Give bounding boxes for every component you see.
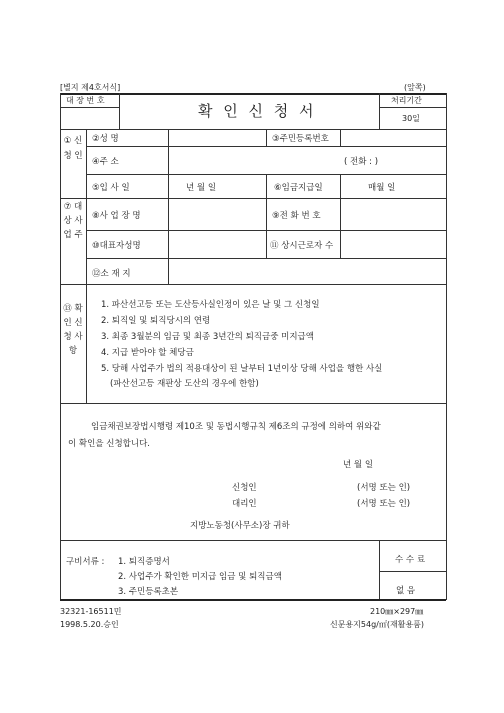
attachment-item: 2. 사업주가 확인한 미지급 임금 및 퇴직금액 [118,572,282,582]
agent-signature-field: (서명 또는 인) [357,499,411,509]
page-side-label: (앞쪽) [404,83,426,92]
confirm-item: 3. 최종 3월분의 임금 및 최종 3년간의 퇴직금중 미지급액 [101,332,314,342]
approval-date: 1998.5.20.승인 [60,620,119,629]
attachment-item: 1. 퇴직증명서 [118,557,170,567]
employer-phone-label: ⑨전 화 번 호 [272,211,321,221]
paper-type: 신문용지54g/㎡(재활용품) [330,620,425,629]
location-label: ⑫소 재 지 [92,269,131,279]
employer-section-label: ⑦ 대 상 사 업 주 [63,202,83,240]
form-code: 32321-16511민 [60,607,122,616]
pay-day-value: 매월 일 [368,183,396,193]
address-label: ④주 소 [92,157,119,167]
applicant-section-label: ① 신 청 인 [63,136,83,161]
fee-label: 수 수 료 [395,555,426,565]
applicant-signature-field: (서명 또는 인) [357,483,411,493]
paper-size: 210㎜×297㎜ [370,607,424,616]
ledger-no-label: 대 장 번 호 [66,96,105,105]
application-date: 년 월 일 [343,460,374,470]
hire-date-label: ⑤입 사 일 [92,183,130,193]
confirm-item: 1. 파산선고등 또는 도산등사실인정이 있은 날 및 그 신청일 [101,300,320,310]
recipient: 지방노동청(사무소)장 귀하 [190,521,290,531]
confirm-section-label: ⑬ 확 인 신 청 사 항 [63,304,83,356]
processing-period-value: 30일 [402,114,420,123]
confirm-item: 4. 지급 받아야 할 체당금 [101,348,194,358]
phone-field: ( 전화 : ) [344,157,379,167]
applicant-sign-label: 신청인 [232,483,257,493]
agent-sign-label: 대리인 [232,499,257,509]
page-title: 확 인 신 청 서 [198,102,317,120]
worker-count-label: ⑪ 상시근로자 수 [270,241,334,251]
hire-date-value: 년 월 일 [186,183,217,193]
declaration-text: 임금채권보장법시행령 제10조 및 동법시행규칙 제6조의 규정에 의하여 위와같 [91,422,381,432]
processing-period-label: 처리기간 [391,96,422,105]
confirm-item: 2. 퇴직일 및 퇴직당시의 연령 [101,316,211,326]
confirm-item: 5. 당해 사업주가 법의 적용대상이 된 날부터 1년이상 당해 사업을 행한 사실 [101,364,383,374]
attachments-label: 구비서류 : [66,557,105,567]
fee-value: 없 음 [396,586,416,596]
form-id: [별지 제4호서식] [60,83,121,92]
attachment-item: 3. 주민등록초본 [118,587,179,597]
name-label: ②성 명 [92,134,119,144]
pay-day-label: ⑥임금지급일 [274,183,323,193]
declaration-text: 이 확인을 신청합니다. [68,439,151,449]
representative-name-label: ⑩대표자성명 [92,241,141,251]
workplace-name-label: ⑧사 업 장 명 [92,211,141,221]
confirm-item: (파산선고등 재판상 도산의 경우에 한함) [110,379,259,389]
resident-no-label: ③주민등록번호 [272,134,329,144]
